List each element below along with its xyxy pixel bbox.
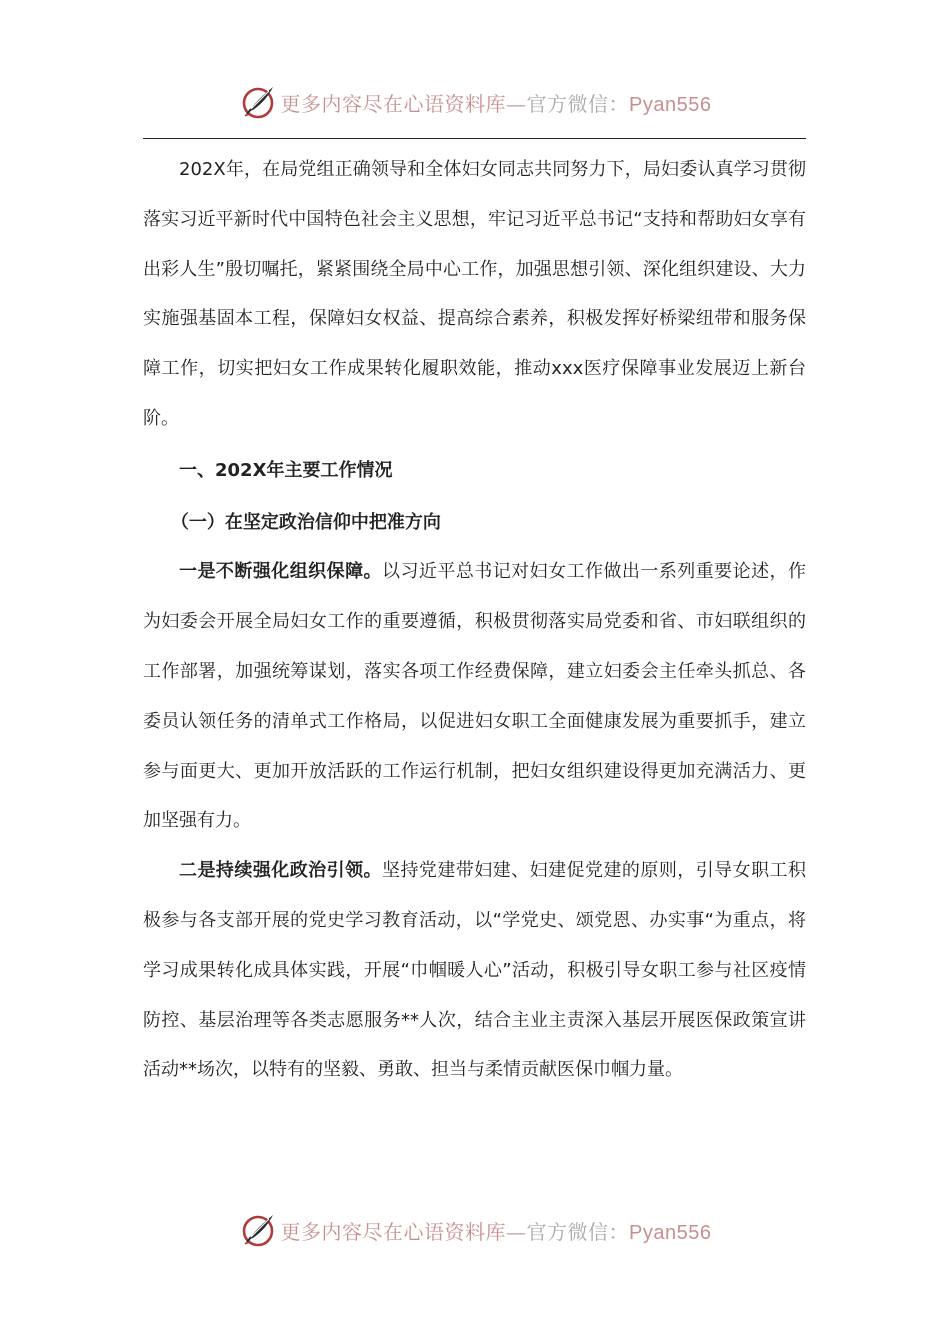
footer-watermark <box>0 1208 950 1252</box>
header-watermark <box>0 80 950 124</box>
paragraph-organization-lead: 一是不断强化组织保障。 <box>179 561 382 583</box>
document-body <box>143 145 806 1095</box>
paragraph-organization <box>143 547 806 846</box>
watermark-wechat-id: Pyan556 <box>629 93 712 116</box>
paragraph-organization-text: 以习近平总书记对妇女工作做出一系列重要论述，作为妇委会开展全局妇女工作的重要遵循，积极贯彻落实局党委和省、市妇联组织的工作部署，加强统筹谋划，落实各项工作经费保障，建立妇委会主任牵头抓总、各委员认领任务的清单式工作格局，以促进妇女职工全面健康发展为重要抓手，建立参与面更大、更加开放活跃的工作运行机制，把妇女组织建设得更加充满活力、更加坚强有力。 <box>143 561 806 832</box>
section-heading: 一、202X年主要工作情况 <box>179 459 393 481</box>
watermark-slogan: 更多内容尽在心语资料库 <box>280 1219 507 1244</box>
quill-logo-icon <box>239 1211 277 1249</box>
watermark-dash: — <box>506 91 527 116</box>
header-divider <box>143 138 806 139</box>
watermark-wechat-id: Pyan556 <box>629 1221 712 1244</box>
watermark-dash: — <box>506 1219 527 1244</box>
header-watermark-text <box>281 88 712 117</box>
subsection-heading: （一）在坚定政治信仰中把准方向 <box>170 511 441 533</box>
paragraph-political-text: 坚持党建带妇建、妇建促党建的原则，引导女职工积极参与各支部开展的党史学习教育活动，以“学党史、颂党恩、办实事“为重点，将学习成果转化成具体实践，开展“巾帼暖人心”活动，积极引导女职工参与社区疫情防控、基层治理等各类志愿服务**人次，结合主业主责深入基层开展医保政策宣讲活动**场次，以特有的坚毅、勇敢、担当与柔情贡献医保巾帼力量。 <box>143 860 806 1081</box>
paragraph-political-lead: 二是持续强化政治引领。 <box>179 860 382 882</box>
watermark-slogan: 更多内容尽在心语资料库 <box>280 91 507 116</box>
watermark-wechat-label: 官方微信： <box>526 91 630 116</box>
watermark-wechat-label: 官方微信： <box>526 1219 630 1244</box>
intro-paragraph: 202X年，在局党组正确领导和全体妇女同志共同努力下，局妇委认真学习贯彻落实习近平新时代中国特色社会主义思想，牢记习近平总书记“支持和帮助妇女享有出彩人生”殷切嘱托，紧紧围绕全局中心工作，加强思想引领、深化组织建设、大力实施强基固本工程，保障妇女权益、提高综合素养，积极发挥好桥梁纽带和服务保障工作，切实把妇女工作成果转化履职效能，推动xxx医疗保障事业发展迈上新台阶。 <box>143 159 806 429</box>
footer-watermark-text <box>281 1216 712 1245</box>
paragraph-political <box>143 846 806 1095</box>
quill-logo-icon <box>239 83 277 121</box>
